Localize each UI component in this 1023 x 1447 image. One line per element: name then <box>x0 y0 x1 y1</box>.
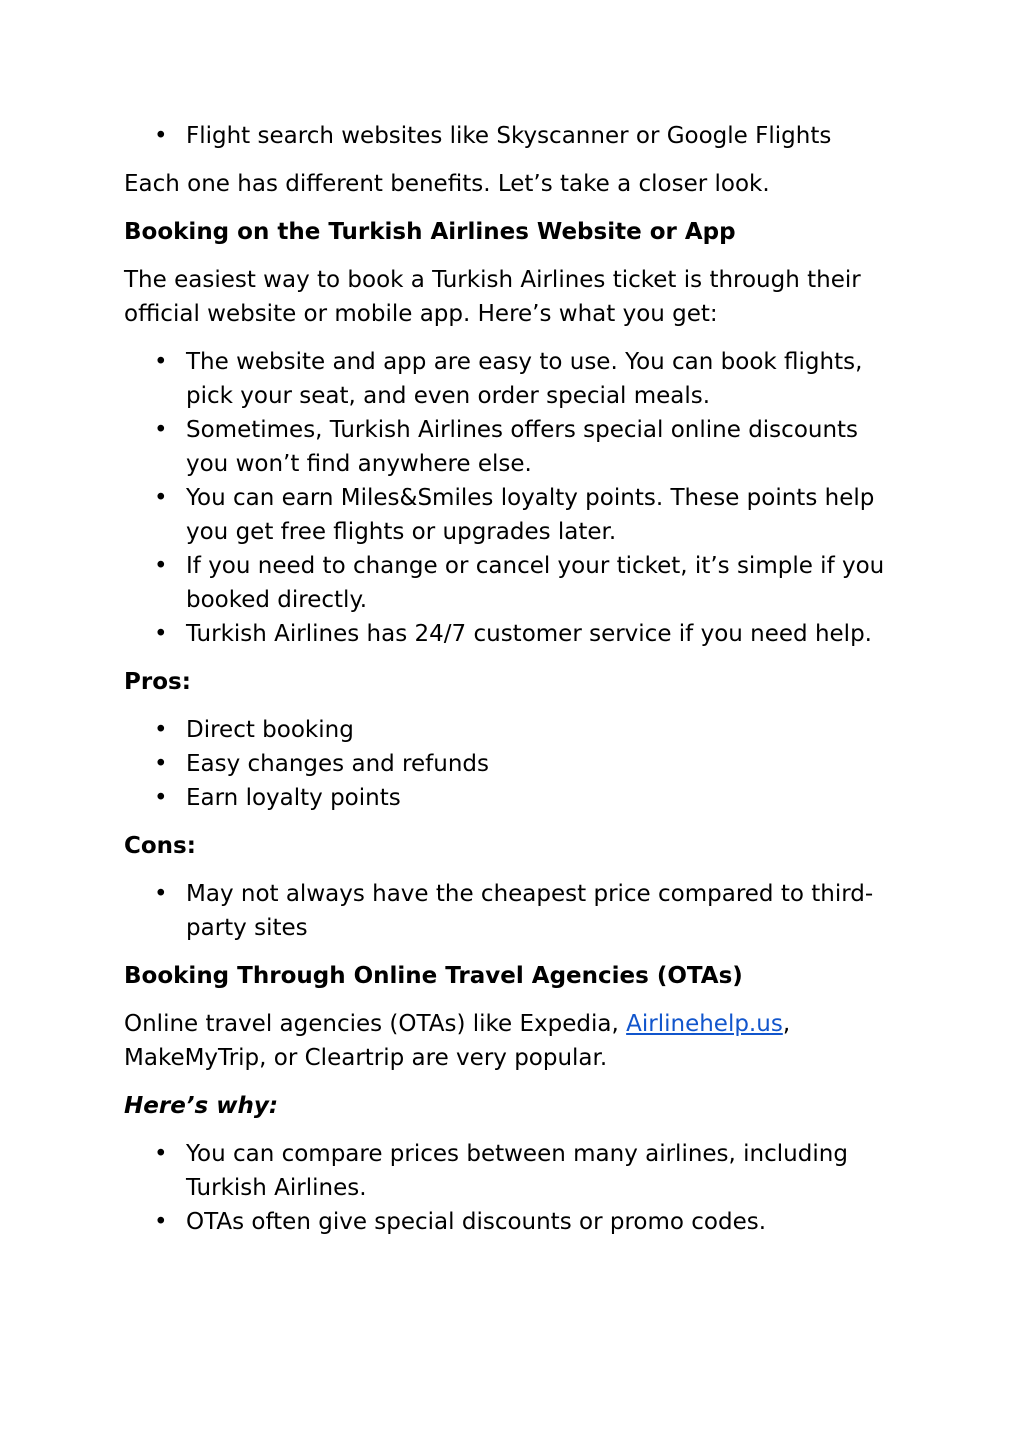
cons-label: Cons: <box>124 833 196 859</box>
list-item: • Sometimes, Turkish Airlines offers special online discounts you won’t find anywhere else. <box>124 413 904 481</box>
list-item: • You can compare prices between many airlines, including Turkish Airlines. <box>124 1137 904 1205</box>
pros-label: Pros: <box>124 669 191 695</box>
bullet-icon: • <box>154 417 168 443</box>
intro-list <box>124 119 904 153</box>
bullet-icon: • <box>154 123 168 149</box>
list-item: • Easy changes and refunds <box>124 747 904 781</box>
document-page <box>124 119 904 1253</box>
bullet-icon: • <box>154 785 168 811</box>
why-label: Here’s why: <box>124 1093 279 1119</box>
list-item: • May not always have the cheapest price compared to third-party sites <box>124 877 904 945</box>
bullet-icon: • <box>154 751 168 777</box>
section-heading-website: Booking on the Turkish Airlines Website or App <box>124 219 736 245</box>
list-item: • Direct booking <box>124 713 904 747</box>
bullet-icon: • <box>154 621 168 647</box>
website-benefits-list <box>124 345 904 651</box>
bullet-icon: • <box>154 1141 168 1167</box>
list-item: • You can earn Miles&Smiles loyalty points. These points help you get free flights or upgrades later. <box>124 481 904 549</box>
list-item: • The website and app are easy to use. You can book flights, pick your seat, and even order special meals. <box>124 345 904 413</box>
list-item: • If you need to change or cancel your ticket, it’s simple if you booked directly. <box>124 549 904 617</box>
section-paragraph-website: The easiest way to book a Turkish Airlines ticket is through their official website or mobile app. Here’s what you get: <box>124 267 861 327</box>
bullet-icon: • <box>154 881 168 907</box>
list-item: • Earn loyalty points <box>124 781 904 815</box>
list-item: • OTAs often give special discounts or promo codes. <box>124 1205 904 1239</box>
section-paragraph-otas: Online travel agencies (OTAs) like Expedia, Airlinehelp.us, MakeMyTrip, or Cleartrip are very popular. <box>124 1011 791 1071</box>
ota-benefits-list <box>124 1137 904 1239</box>
bullet-icon: • <box>154 485 168 511</box>
bullet-icon: • <box>154 349 168 375</box>
bullet-icon: • <box>154 553 168 579</box>
airlinehelp-link[interactable]: Airlinehelp.us <box>626 1011 783 1037</box>
pros-list <box>124 713 904 815</box>
list-item: • Turkish Airlines has 24/7 customer service if you need help. <box>124 617 904 651</box>
section-heading-otas: Booking Through Online Travel Agencies (OTAs) <box>124 963 743 989</box>
bullet-icon: • <box>154 1209 168 1235</box>
list-item: • Flight search websites like Skyscanner or Google Flights <box>124 119 904 153</box>
bullet-icon: • <box>154 717 168 743</box>
intro-paragraph: Each one has different benefits. Let’s take a closer look. <box>124 171 770 197</box>
cons-list <box>124 877 904 945</box>
